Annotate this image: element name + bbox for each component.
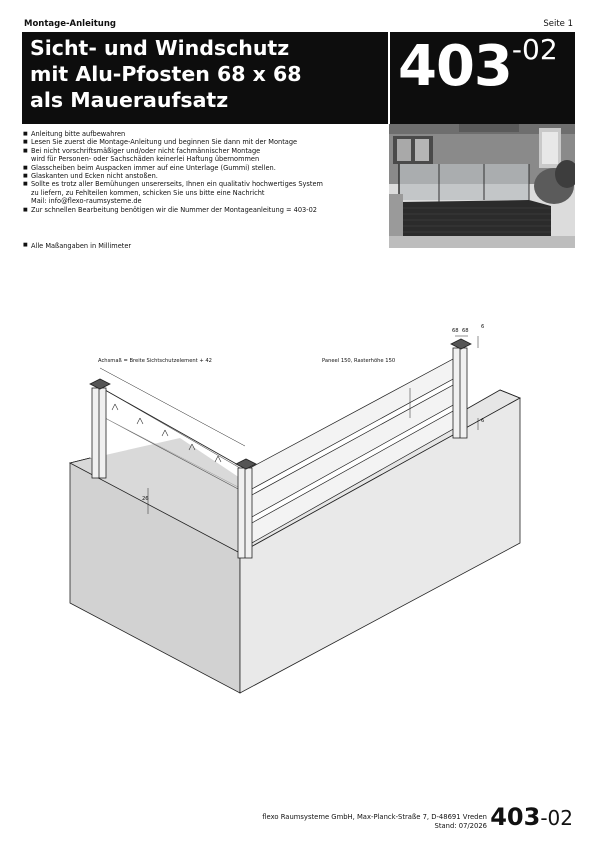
footer-doc-number-suffix: -02 bbox=[540, 806, 573, 830]
footer-company: flexo Raumsysteme GmbH, Max-Planck-Straße 7, D-48691 Vreden bbox=[262, 813, 487, 821]
doc-number bbox=[398, 34, 558, 99]
product-photo bbox=[389, 124, 575, 248]
page-label: Seite 1 bbox=[543, 19, 573, 29]
note-item: ■ Lesen Sie zuerst die Montage-Anleitung und beginnen Sie dann mit der Montage bbox=[23, 138, 383, 146]
dim-label-axis: Achsmaß = Breite Sichtschutzelement + 42 bbox=[98, 358, 212, 364]
title-bar bbox=[22, 32, 575, 124]
note-item: ■ Glasscheiben beim Auspacken immer auf eine Unterlage (Gummi) stellen. bbox=[23, 164, 383, 172]
note-item: ■ Zur schnellen Bearbeitung benötigen wir die Nummer der Montageanleitung = 403-02 bbox=[23, 206, 383, 214]
note-item: ■ Anleitung bitte aufbewahren bbox=[23, 130, 383, 138]
note-item: ■ Sollte es trotz aller Bemühungen unsererseits, Ihnen ein qualitativ hochwertiges System zu liefern, zu Fehlteilen kommen, schicken Sie uns bitte eine Nachricht Mail: info@flexo-raumsysteme.de bbox=[23, 180, 383, 205]
assembly-drawing bbox=[60, 318, 540, 698]
units-note: ■ Alle Maßangaben in Millimeter bbox=[23, 242, 131, 250]
dim-26: 26 bbox=[142, 496, 149, 502]
notes-list bbox=[23, 130, 383, 214]
doc-number-main: 403 bbox=[398, 34, 512, 99]
title-separator bbox=[388, 32, 390, 124]
dim-label-panel: Paneel 150, Rasterhöhe 150 bbox=[322, 358, 396, 364]
dim-68b: 68 bbox=[462, 328, 469, 334]
footer-doc-number bbox=[490, 803, 573, 831]
footer-date: Stand: 07/2026 bbox=[434, 822, 487, 830]
dim-68a: 68 bbox=[452, 328, 459, 334]
note-item: ■ Glaskanten und Ecken nicht anstoßen. bbox=[23, 172, 383, 180]
doc-number-suffix: -02 bbox=[511, 33, 558, 66]
note-item: ■ Bei nicht vorschriftsmäßiger und/oder nicht fachmännischer Montage wird für Personen- oder Sachschäden keinerlei Haftung übernommen bbox=[23, 147, 383, 164]
doc-label: Montage-Anleitung bbox=[24, 19, 116, 29]
page-title: Sicht- und Windschutz mit Alu-Pfosten 68 x 68 als Maueraufsatz bbox=[30, 36, 302, 112]
footer-doc-number-main: 403 bbox=[490, 803, 541, 831]
dim-6a: 6 bbox=[481, 324, 485, 330]
dim-6b: 6 bbox=[481, 418, 485, 424]
